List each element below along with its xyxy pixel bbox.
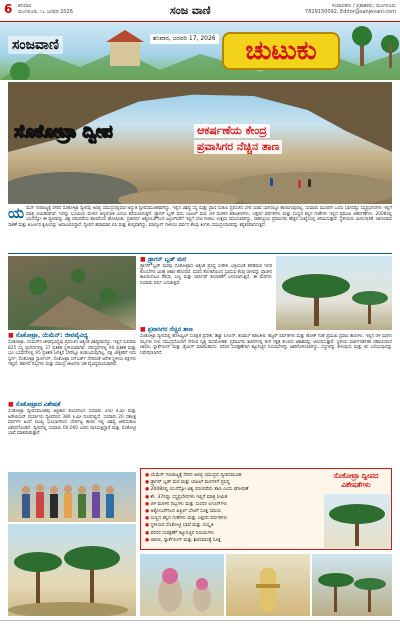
page-footer (0, 620, 400, 628)
masthead-strip (0, 0, 400, 22)
banner-date: ಶನಿವಾರ, ಜನವರಿ 17, 2026 (150, 34, 219, 44)
page-number: 6 (4, 2, 13, 16)
masthead-day: ಶನಿವಾರ (18, 3, 32, 9)
hero-photo (8, 82, 392, 204)
highlight-item: ● 2008ರಲ್ಲಿ ಯುನೆಸ್ಕೋ ವಿಶ್ವ ಪರಂಪರೆಯ ತಾಣ ಎಂದು ಘೋಷಣೆ (145, 487, 249, 493)
highlight-item: ● ಅಕ್ಟೋಬರ್‌ನಿಂದ ಏಪ್ರಿಲ್ ಭೇಟಿಗೆ ಸೂಕ್ತ ಸಮಯ (145, 509, 222, 515)
masthead-contact: 7829150092, Editor@sanjevani.com (305, 9, 396, 15)
masthead-date: ಮಂಗಳೂರು ೧೭ ಜನವರಿ 2026 (18, 9, 73, 15)
desert-plant-graphic (226, 554, 310, 616)
desert-plant-photo (226, 554, 310, 616)
group-figures (8, 472, 136, 522)
section-text-d: ಸೊಕೋಟ್ರಾ ದ್ವೀಪದಲ್ಲಿ ಹೋಮ್ಹಿಲ್ ಸಂರಕ್ಷಿತ ಪ್ರದೇಶ, ಡಿಟ್ವಾ ಲಗೂನ್, ಶುವಾಬ್ ಕಡಲತೀರ, ಹಜ್ಜರ್ ಪರ್ವತಗಳು ಮತ್ತು ಹೋಕ್ ಗುಹೆ ಪ್ರಮುಖ ಪ್ರವಾಸಿ ತಾಣಗಳು. ಇಲ್ಲಿನ ಬಿಳಿ ಮರಳು ದಿಬ್ಬಗಳು ನೀಲಿ ಸಮುದ್ರದೊಂದಿಗೆ ಸೇರುವ ದೃಶ್ಯ ಮನಮೋಹಕ. ಪ್ರವಾಸಿಗರು ಶಿಬಿರಗಳಲ್ಲಿ ತಂಗಿ ನಕ್ಷತ್ರ ತುಂಬಿದ ಆಕಾಶವನ್ನು ಆನಂದಿಸುತ್ತಾರೆ. ಸ್ಥಳೀಯ ಮಾರ್ಗದರ್ಶಕರ ಸಹಾಯದಿಂದ ಚಾರಣ, ಸ್ನಾರ್ಕೆಲಿಂಗ್ ಮತ್ತು ಡೈವಿಂಗ್ ಮಾಡಬಹುದು. ಪರಿಸರ ಸಂರಕ್ಷಣೆಗಾಗಿ ಕಟ್ಟುನಿಟ್ಟಿನ ನಿಯಮಗಳನ್ನು ಜಾರಿಗೊಳಿಸಲಾಗಿದ್ದು, ಸಸ್ಯಗಳನ್ನು ಕೀಳುವುದು ಮತ್ತು ಕಸ ಎಸೆಯುವುದನ್ನು ನಿಷೇಧಿಸಲಾಗಿದೆ. (140, 334, 392, 356)
tourist-group-photo (8, 472, 136, 522)
section-heading-c: ■ ಸೊಕೋಟ್ರಾದ ವಿಶೇಷತೆ (8, 401, 61, 408)
tree-landscape-photo (312, 554, 392, 616)
divider (8, 253, 392, 254)
section-text-a: ಸೊಕೋಟ್ರಾ, ಯೆಮೆನ್‌ನ ಜೀವವೈವಿಧ್ಯವು ಪ್ರಪಂಚದ ಅತ್ಯಂತ ವಿಶಿಷ್ಟವಾದದ್ದು. ಇಲ್ಲಿನ ಸುಮಾರು 825 ಸಸ್ಯ ಪ್ರಭೇದಗಳಲ್ಲಿ 37 ಪ್ರತಿಶತ ಸ್ಥಳೀಯವಾಗಿವೆ. ಸರೀಸೃಪಗಳಲ್ಲಿ 90 ಪ್ರತಿಶತ ಮತ್ತು ಭೂ ಬಸವನಗಳಲ್ಲಿ 95 ಪ್ರತಿಶತ ಜಗತ್ತಿನ ಬೇರೆಲ್ಲೂ ಕಂಡುಬರುವುದಿಲ್ಲ. ಪಕ್ಷಿ ವೀಕ್ಷಕರಿಗೆ ಇದು ಸ್ವರ್ಗ; ಸೊಕೋಟ್ರಾ ಸ್ಟಾರ್ಲಿಂಗ್, ಸೊಕೋಟ್ರಾ ಸನ್‌ಬರ್ಡ್ ಸೇರಿದಂತೆ ಅನೇಕ ಸ್ಥಳೀಯ ಪಕ್ಷಿಗಳು ಇಲ್ಲಿವೆ. ಹವಳದ ದಿಬ್ಬಗಳು ಮತ್ತು ಸಮುದ್ರ ಜೀವಿಗಳು ಸಹ ವೈವಿಧ್ಯಮಯವಾಗಿವೆ. (8, 340, 136, 367)
highlight-item: ● ಸುಣ್ಣದ ಕಲ್ಲಿನ ಗುಹೆಗಳು ಮತ್ತು ಎತ್ತರದ ಪರ್ವತಗಳು (145, 516, 228, 522)
intro-text: ಮೆನ್ ಗಣರಾಜ್ಯಕ್ಕೆ ಸೇರಿದ ಸೊಕೋಟ್ರಾ ದ್ವೀಪವು ಅರಬ್ಬಿ ಸಮುದ್ರದಲ್ಲಿರುವ ಅದ್ಭುತ ದ್ವೀಪಸಮೂಹವಾಗಿದ್ದು, ಇಲ್ಲಿನ ವಿಶಿಷ್ಟ ಸಸ್ಯ ಮತ್ತು ಪ್ರಾಣಿ ಸಂಕುಲ ಪ್ರಪಂಚದ ಬೇರೆ ಯಾವ ಭಾಗದಲ್ಲೂ ಕಾಣಸಿಗುವುದಿಲ್ಲ. ಸುಮಾರು ಮೂರನೇ ಒಂದು ಭಾಗದಷ್ಟು ಸಸ್ಯಪ್ರಭೇದಗಳು ಇಲ್ಲಿಗೆ ಮಾತ್ರ ಸೀಮಿತವಾಗಿವೆ. ಇದನ್ನು ಭೂಮಿಯ ಮೇಲಿನ ಅನ್ಯಲೋಕ ಎಂದೂ ಕರೆಯಲಾಗುತ್ತದೆ. ಡ್ರ್ಯಾಗನ್ ಬ್ಲಡ್ ಮರ, ಬಾಟಲ್ ಮರ, ಬಿಳಿ ಮರಳಿನ ಕಡಲತೀರಗಳು, ಎತ್ತರದ ಪರ್ವತಗಳು ಮತ್ತು ಸುಣ್ಣದ ಕಲ್ಲಿನ ಗುಹೆಗಳು ಇಲ್ಲಿನ ಪ್ರಮುಖ ಆಕರ್ಷಣೆಗಳು. 2008ರಲ್ಲಿ ಯುನೆಸ್ಕೋ ಈ ದ್ವೀಪವನ್ನು ವಿಶ್ವ ಪರಂಪರೆಯ ತಾಣವೆಂದು ಘೋಷಿಸಿತು. ಪ್ರತಿವರ್ಷ ಅಕ್ಟೋಬರ್‌ನಿಂದ ಏಪ್ರಿಲ್‌ವರೆಗೆ ಇಲ್ಲಿಗೆ ಭೇಟಿ ನೀಡಲು ಉತ್ತಮ ಸಮಯವಾಗಿದ್ದು, ಸಾಹಸಪ್ರಿಯ ಪ್ರವಾಸಿಗರು ಹೆಚ್ಚಿನ ಸಂಖ್ಯೆಯಲ್ಲಿ ಆಗಮಿಸುತ್ತಾರೆ. ಸ್ಥಳೀಯರು ಮೀನುಗಾರಿಕೆ, ಜಾನುವಾರು ಸಾಕಣೆ ಮತ್ತು ಖರ್ಜೂರ ಕೃಷಿಯನ್ನು ಅವಲಂಬಿಸಿದ್ದಾರೆ. ದ್ವೀಪದ ಹವಾಮಾನ ಬಿಸಿ ಮತ್ತು ಶುಷ್ಕವಾಗಿದ್ದು, ಮಾನ್ಸೂನ್ ಗಾಳಿಯು ವರ್ಷದ ಕೆಲವು ತಿಂಗಳು ಸಮುದ್ರಯಾನವನ್ನು ಕಷ್ಟಕರವಾಗಿಸುತ್ತದೆ. (8, 206, 392, 228)
dragon-tree-graphic (276, 256, 392, 330)
tourist-figure (298, 180, 301, 188)
section-heading-a: ■ ಸೊಕೋಟ್ರಾ, ಯೆಮೆನ್: ಜೀವವೈವಿಧ್ಯ (8, 332, 88, 339)
dragon-tree-grove-photo (8, 524, 136, 616)
highlight-item: ● ಬಿಳಿ ಮರಳಿನ ದಿಬ್ಬಗಳು ಮತ್ತು ಸುಂದರ ಲಗೂನ್‌ಗಳು (145, 501, 228, 507)
rocky-slope-photo (8, 256, 136, 330)
masthead-editor: ಸಂಪಾದಕರು / ಪ್ರಕಾಶಕರು: ಮಂಗಳೂರು (331, 3, 396, 9)
bottle-tree-graphic (140, 554, 224, 616)
drop-cap: ಯ (8, 206, 25, 222)
umbrella-tree-photo (324, 494, 390, 548)
highlight-item: ● ಚಾರಣ, ಸ್ನಾರ್ಕೆಲಿಂಗ್ ಮತ್ತು ಶಿಬಿರವಾಸಕ್ಕೆ ಸೂಕ್ತ (145, 537, 221, 543)
section-title: ಚುಟುಕು (222, 32, 340, 70)
highlights-title: ಸೊಕೋಟ್ರಾ ದ್ವೀಪದ ವಿಶೇಷತೆಗಳು (333, 472, 379, 489)
bottle-tree-photo (140, 554, 224, 616)
landscape-trees (312, 554, 392, 616)
slope-trees (8, 256, 136, 330)
hero-title: ಸೊಕೋಟ್ರಾ ದ್ವೀಪ (14, 122, 113, 142)
umbrella-tree-graphic (324, 494, 390, 548)
highlight-item: ● ಪರಿಸರ ಸಂರಕ್ಷಣೆಗೆ ಕಟ್ಟುನಿಟ್ಟಿನ ನಿಯಮಗಳು (145, 530, 215, 536)
intro-paragraph (8, 206, 392, 252)
section-heading-b: ■ ಡ್ರ್ಯಾಗನ್ ಬ್ಲಡ್ ಮರ (140, 256, 187, 263)
masthead-left-info (14, 3, 73, 15)
highlight-item: ● ಶೇ. 37ರಷ್ಟು ಸಸ್ಯಪ್ರಭೇದಗಳು ಇಲ್ಲಿಗೆ ಮಾತ್ರ ಸೀಮಿತ (145, 494, 228, 500)
grove-trees (8, 524, 136, 616)
tourist-figure (308, 179, 311, 187)
section-text-b: ಡ್ರ್ಯಾಗನ್ ಬ್ಲಡ್ ಮರವು ಸೊಕೋಟ್ರಾದ ಅತ್ಯಂತ ಪ್ರಸಿದ್ಧ ಸಂಕೇತ. ಛತ್ರಿಯಂತೆ ಹರಡಿರುವ ಇದರ ಕೊಂಬೆಗಳು ವಿಚಿತ್ರ ಆಕಾರ ಹೊಂದಿವೆ. ಮರದ ತೊಗಟೆಯಿಂದ ಸ್ರವಿಸುವ ಕೆಂಪು ರಾಳವನ್ನು ಪ್ರಾಚೀನ ಕಾಲದಿಂದಲೂ ಔಷಧಿ, ಬಣ್ಣ ಮತ್ತು ವಾರ್ನಿಷ್ ತಯಾರಿಕೆಗೆ ಬಳಸಲಾಗುತ್ತಿದೆ. ಈ ಮರಗಳು ನೂರಾರು ವರ್ಷ ಬದುಕುತ್ತವೆ. (140, 264, 272, 286)
highlight-item: ● ಸ್ಥಳೀಯರ ಸೊಕೋಟ್ರಿ ಭಾಷೆ ಮತ್ತು ಸಂಸ್ಕೃತಿ (145, 523, 214, 529)
masthead-name: ಸಂಜ ವಾಣಿ (170, 4, 211, 17)
hero-subtitle-2: ಪ್ರವಾಸಿಗರ ನೆಚ್ಚಿನ ತಾಣ (194, 140, 282, 154)
highlight-item: ● ಯೆಮೆನ್ ಗಣರಾಜ್ಯಕ್ಕೆ ಸೇರಿದ ಅರಬ್ಬಿ ಸಮುದ್ರದ ದ್ವೀಪಸಮೂಹ (145, 473, 242, 478)
section-banner (0, 22, 400, 80)
hero-subtitle-1: ಆಕರ್ಷಣೆಯ ಕೇಂದ್ರ (194, 124, 270, 138)
masthead-right-info (305, 3, 396, 15)
banner-brand-logo: ಸಂಜವಾಣಿ (8, 36, 63, 54)
section-heading-d: ■ ಪ್ರವಾಸಿಗರ ನೆಚ್ಚಿನ ತಾಣ (140, 326, 193, 333)
dragon-blood-tree-photo (276, 256, 392, 330)
section-text-c: ಸೊಕೋಟ್ರಾ ದ್ವೀಪಸಮೂಹವು ಆಫ್ರಿಕಾದ ಕೊಂಬಿನಿಂದ ಸುಮಾರು 240 ಕಿ.ಮೀ ಮತ್ತು ಅರೇಬಿಯನ್ ಪರ್ಯಾಯ ದ್ವೀಪದಿಂದ 380 ಕಿ.ಮೀ ದೂರದಲ್ಲಿದೆ. ಸುಮಾರು 20 ದಶಲಕ್ಷ ವರ್ಷಗಳ ಹಿಂದೆ ಮುಖ್ಯ ಭೂಭಾಗದಿಂದ ಬೇರ್ಪಟ್ಟ ಕಾರಣ ಇಲ್ಲಿ ವಿಶಿಷ್ಟ ಜೀವಸಂಕುಲ ವಿಕಸನಗೊಂಡಿದೆ. ದ್ವೀಪದಲ್ಲಿ ಸುಮಾರು 60,000 ಜನರು ವಾಸಿಸುತ್ತಿದ್ದಾರೆ ಮತ್ತು ಸೊಕೋಟ್ರಿ ಭಾಷೆ ಮಾತನಾಡುತ್ತಾರೆ. (8, 409, 136, 436)
tourist-figure (270, 178, 273, 186)
highlight-item: ● ಡ್ರ್ಯಾಗನ್ ಬ್ಲಡ್ ಮರ ಮತ್ತು ಬಾಟಲ್ ಮರಗಳಿಗೆ ಪ್ರಸಿದ್ಧ (145, 480, 230, 486)
